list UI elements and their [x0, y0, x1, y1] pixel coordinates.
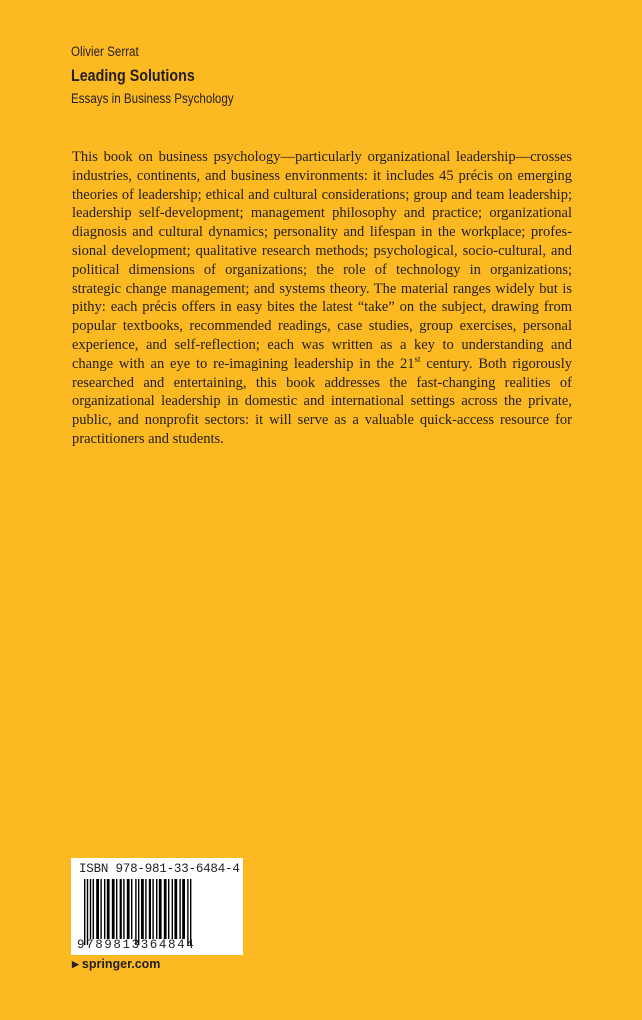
barcode-bar — [174, 879, 177, 939]
barcode-bar — [123, 879, 124, 939]
barcode-bar — [116, 879, 117, 939]
barcode-bar — [164, 879, 167, 939]
barcode-bar — [141, 879, 144, 939]
barcode-bar — [127, 879, 130, 939]
barcode-bar — [172, 879, 173, 939]
barcode-bar — [138, 879, 139, 945]
description-text-part-1: This book on business psychology—particularly organizational leadership—crosses industries, continents, and business environments: it includes 45 précis on emerging theories of leadership; ethical and cultural considerations; group and team leadership; leadership self-development; management philosophy and practice; organizational diagnosis and cultural dynamics; personality and lifespan in the workplace; professional development; qualitative research methods; psychological, socio-cultural, and political dimensions of organizations; the role of technology in organizations; strategic change management; and systems theory. The material ranges widely but is pithy: each précis offers in easy bites the latest “take” on the subject, drawing from popular textbooks, recommended readings, case studies, group exercises, personal experience, and self-reflection; each was written as a key to understanding and change with an eye to re-imagining leadership in the 21 — [72, 149, 572, 372]
barcode-bar — [87, 879, 88, 945]
isbn-barcode — [71, 858, 243, 955]
barcode-bar — [84, 879, 85, 945]
barcode-bar — [149, 879, 151, 939]
barcode-bar — [104, 879, 105, 939]
barcode-bar — [152, 879, 153, 939]
barcode-bar — [100, 879, 101, 939]
barcode-bar — [156, 879, 157, 939]
cover-header — [71, 44, 491, 107]
book-description — [72, 148, 572, 449]
barcode-bar — [179, 879, 180, 939]
barcode-bar — [182, 879, 185, 939]
century-superscript: st — [414, 353, 421, 364]
barcode-bar — [96, 879, 99, 939]
barcode-bar — [168, 879, 169, 939]
barcode-bar — [120, 879, 122, 939]
description-paragraph — [72, 148, 572, 449]
barcode-bar — [135, 879, 136, 945]
barcode-bar — [107, 879, 110, 939]
arrow-right-icon: ▶ — [72, 958, 79, 969]
barcode-bar — [190, 879, 191, 945]
barcode-digits: 9789813364844 — [77, 938, 196, 952]
barcode-bar — [131, 879, 132, 939]
publisher-link[interactable] — [72, 957, 160, 971]
book-subtitle: Essays in Business Psychology — [71, 91, 234, 106]
publisher-url: springer.com — [81, 957, 161, 971]
barcode-bar — [187, 879, 188, 945]
isbn-label: ISBN 978-981-33-6484-4 — [79, 862, 240, 876]
barcode-bar — [90, 879, 91, 939]
book-title: Leading Solutions — [71, 66, 195, 85]
barcode-bar — [159, 879, 162, 939]
description-text-part-2: century. Both rigorously researched and entertaining, this book addresses the fast-changing realities of organizational leadership in domestic and international settings across the private, public, and nonprofit sectors: it will serve as a valuable quick-access resource for practitioners and students. — [72, 355, 572, 447]
barcode-bar — [145, 879, 146, 939]
barcode-bar — [93, 879, 94, 939]
author-name: Olivier Serrat — [71, 44, 139, 59]
barcode-bar — [112, 879, 115, 939]
